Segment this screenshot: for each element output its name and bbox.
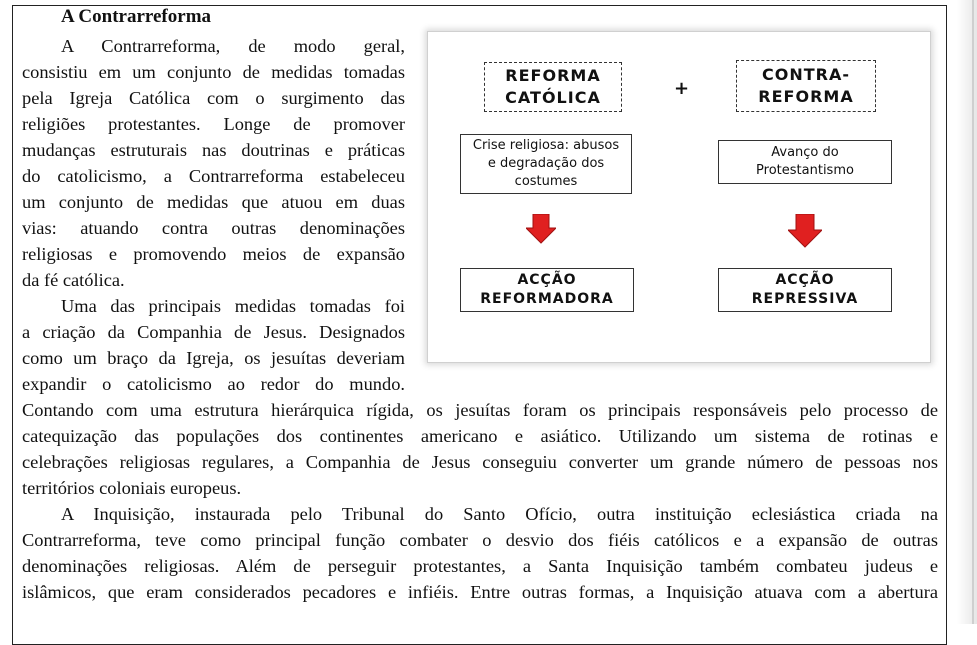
box-label: Protestantismo xyxy=(756,163,854,178)
box-accao-reformadora xyxy=(460,268,634,312)
box-label: e degradação dos xyxy=(487,156,605,171)
text-line: da fé católica. xyxy=(22,270,125,290)
box-crise-religiosa xyxy=(460,134,632,194)
page-edge-line xyxy=(972,0,974,624)
box-label: REFORMA xyxy=(505,66,601,85)
text-line: A Contrarreforma, de modo geral, xyxy=(61,36,405,56)
text-line: religiões protestantes. Longe de promover xyxy=(22,114,405,134)
box-label: CONTRA- xyxy=(762,65,850,84)
box-accao-repressiva xyxy=(718,268,892,312)
down-arrow-icon xyxy=(526,214,556,244)
text-line: territórios coloniais europeus. xyxy=(22,478,242,498)
text-line: Uma das principais medidas tomadas foi xyxy=(61,296,405,316)
text-line: mudanças estruturais nas doutrinas e práticas xyxy=(22,140,405,160)
page-edge-shadow xyxy=(957,0,977,624)
reform-diagram xyxy=(427,31,931,363)
box-label: REFORMA xyxy=(758,87,854,106)
box-label: ACÇÃO xyxy=(517,272,577,288)
text-line: consistiu em um conjunto de medidas tomadas xyxy=(22,62,405,82)
text-line: A Inquisição, instaurada pelo Tribunal do Santo Ofício, outra instituição eclesiástica criada na xyxy=(61,504,938,524)
box-label: Avanço do xyxy=(771,145,839,160)
text-line: expandir o catolicismo ao redor do mundo. xyxy=(22,374,405,394)
box-label: costumes xyxy=(514,174,578,189)
text-line: do catolicismo, a Contrarreforma estabeleceu xyxy=(22,166,405,186)
text-line: a criação da Companhia de Jesus. Designados xyxy=(22,322,405,342)
text-line: denominações religiosas. Além de perseguir protestantes, a Santa Inquisição também combateu judeus e xyxy=(22,556,938,576)
box-contra-reforma xyxy=(736,60,876,112)
box-reforma-catolica xyxy=(484,62,622,112)
text-line: celebrações religiosas regulares, a Companhia de Jesus conseguiu converter um grande número de pessoas nos xyxy=(22,452,938,472)
box-avanco-protestantismo xyxy=(718,140,892,184)
box-label: ACÇÃO xyxy=(775,272,835,288)
text-line: religiosas e promovendo meios de expansão xyxy=(22,244,405,264)
text-line: Contrarreforma, teve como principal função combater o desvio dos fiéis católicos e a expansão de outras xyxy=(22,530,938,550)
text-line: Contando com uma estrutura hierárquica rígida, os jesuítas foram os principais responsáveis pelo processo de xyxy=(22,400,938,420)
text-line: um conjunto de medidas que atuou em duas xyxy=(22,192,405,212)
text-line: catequização das populações dos continentes americano e asiático. Utilizando um sistema de rotinas e xyxy=(22,426,938,446)
text-line: vias: atuando contra outras denominações xyxy=(22,218,405,238)
wide-column xyxy=(22,397,938,605)
box-label: REPRESSIVA xyxy=(751,291,859,307)
down-arrow-icon xyxy=(788,214,822,248)
text-line: islâmicos, que eram considerados pecadores e infiéis. Entre outras formas, a Inquisição atuava com a abertura xyxy=(22,582,938,602)
box-label: REFORMADORA xyxy=(480,291,614,307)
plus-sign: + xyxy=(674,78,690,99)
text-line: pela Igreja Católica com o surgimento das xyxy=(22,88,405,108)
box-label: Crise religiosa: abusos xyxy=(472,138,620,153)
narrow-column xyxy=(22,33,405,397)
box-label: CATÓLICA xyxy=(505,88,601,107)
document-title: A Contrarreforma xyxy=(61,6,212,27)
text-line: como um braço da Igreja, os jesuítas deveriam xyxy=(22,348,405,368)
